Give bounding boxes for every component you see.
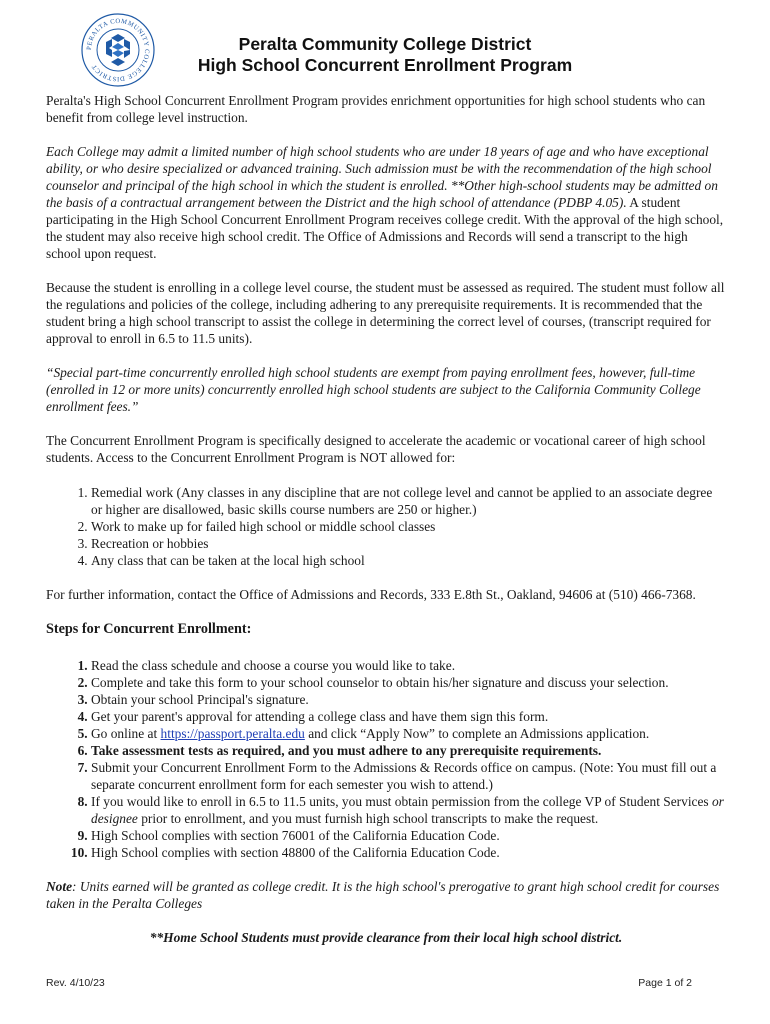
home-school-note: **Home School Students must provide clearance from their local high school district.: [149, 930, 623, 945]
step-3: 3. Obtain your school Principal's signature.: [91, 691, 726, 708]
step-7: 7. Submit your Concurrent Enrollment Form to the Admissions & Records office on campus. (Note: You must fill out a separate concurrent enrollment form for each semester you wish to attend.): [91, 759, 726, 793]
fees-quote: “Special part-time concurrently enrolled high school students are exempt from paying enrollment fees, however, full-time (enrolled in 12 or more units) concurrently enrolled high school students are subject to the California Community College enrollment fees.”: [46, 365, 701, 414]
admission-paragraph: [46, 143, 726, 262]
title-line-1: Peralta Community College District: [238, 34, 532, 54]
logo-text: PERALTA COMMUNITY COLLEGE DISTRICT: [85, 17, 151, 83]
list-item: 3. Recreation or hobbies: [91, 535, 726, 552]
intro-paragraph: Peralta's High School Concurrent Enrollment Program provides enrichment opportunities for high school students who can benefit from college level instruction.: [46, 93, 706, 125]
title-line-2: High School Concurrent Enrollment Program: [197, 55, 573, 75]
note-label: Note: [46, 879, 73, 894]
document-body: [46, 92, 726, 946]
program-paragraph: The Concurrent Enrollment Program is specifically designed to accelerate the academic or vocational career of high school students. Access to the Concurrent Enrollment Program is NOT allowed for:: [46, 433, 706, 465]
document-title: [150, 34, 620, 76]
revision-date: Rev. 4/10/23: [46, 977, 105, 989]
admission-normal: A student participating in the High School Concurrent Enrollment Program receives college credit. With the approval of the high school, the student may also receive high school credit. The Office of Admissions and Records will send a transcript to the high school upon request.: [46, 195, 724, 261]
steps-list: [46, 657, 726, 861]
step-9: 9. High School complies with section 76001 of the California Education Code.: [91, 827, 726, 844]
step-5: [91, 725, 726, 742]
list-item: 2. Work to make up for failed high school or middle school classes: [91, 518, 726, 535]
step-6: 6. Take assessment tests as required, and you must adhere to any prerequisite requirements.: [91, 742, 726, 759]
step-5-text: Go online at: [91, 726, 161, 741]
step-2: 2. Complete and take this form to your school counselor to obtain his/her signature and discuss your selection.: [91, 674, 726, 691]
peralta-logo: [80, 12, 156, 88]
step-8: [91, 793, 726, 827]
step-8-text: If you would like to enroll in 6.5 to 11.5 units, you must obtain permission from the college VP of Student Services: [91, 794, 712, 809]
admission-italic: Each College may admit a limited number of high school students who are under 18 years of age and who have exceptional ability, or who desire specialized or advanced training. Such admission must be with the recommendation of the high school counselor and principal of the high school in which the student is enrolled. **Other high-school students may be admitted on the basis of a contractual arrangement between the District and the high school of attendance (PDBP 4.05).: [46, 144, 718, 210]
page-number: Page 1 of 2: [638, 977, 692, 989]
note-text: : Units earned will be granted as college credit. It is the high school's prerogative to grant high school credit for courses taken in the Peralta Colleges: [46, 879, 720, 911]
step-1: 1. Read the class schedule and choose a course you would like to take.: [91, 657, 726, 674]
step-8-italic: or designee: [91, 794, 724, 826]
not-allowed-list: [46, 484, 726, 569]
step-10: 10. High School complies with section 48800 of the California Education Code.: [91, 844, 726, 861]
steps-heading: Steps for Concurrent Enrollment:: [46, 621, 252, 637]
passport-link[interactable]: https://passport.peralta.edu: [160, 726, 305, 741]
step-4: 4. Get your parent's approval for attending a college class and have them sign this form.: [91, 708, 726, 725]
step-8-text-after: prior to enrollment, and you must furnish high school transcripts to make the request.: [137, 811, 599, 826]
step-5-text-after: and click “Apply Now” to complete an Admissions application.: [304, 726, 650, 741]
contact-paragraph: For further information, contact the Office of Admissions and Records, 333 E.8th St., Oakland, 94606 at (510) 466-7368.: [46, 587, 696, 602]
units-note: [46, 878, 726, 912]
list-item: 4. Any class that can be taken at the local high school: [91, 552, 726, 569]
list-item: 1. Remedial work (Any classes in any discipline that are not college level and cannot be applied to an associate degree or higher are disallowed, basic skills course numbers are 250 or higher.): [91, 484, 726, 518]
assessment-paragraph: Because the student is enrolling in a college level course, the student must be assessed as required. The student must follow all the regulations and policies of the college, including adhering to any prerequisite requirements. It is recommended that the student bring a high school transcript to assist the college in determining the correct level of courses, (transcript required for approval to enroll in 6.5 to 11.5 units).: [46, 280, 725, 346]
